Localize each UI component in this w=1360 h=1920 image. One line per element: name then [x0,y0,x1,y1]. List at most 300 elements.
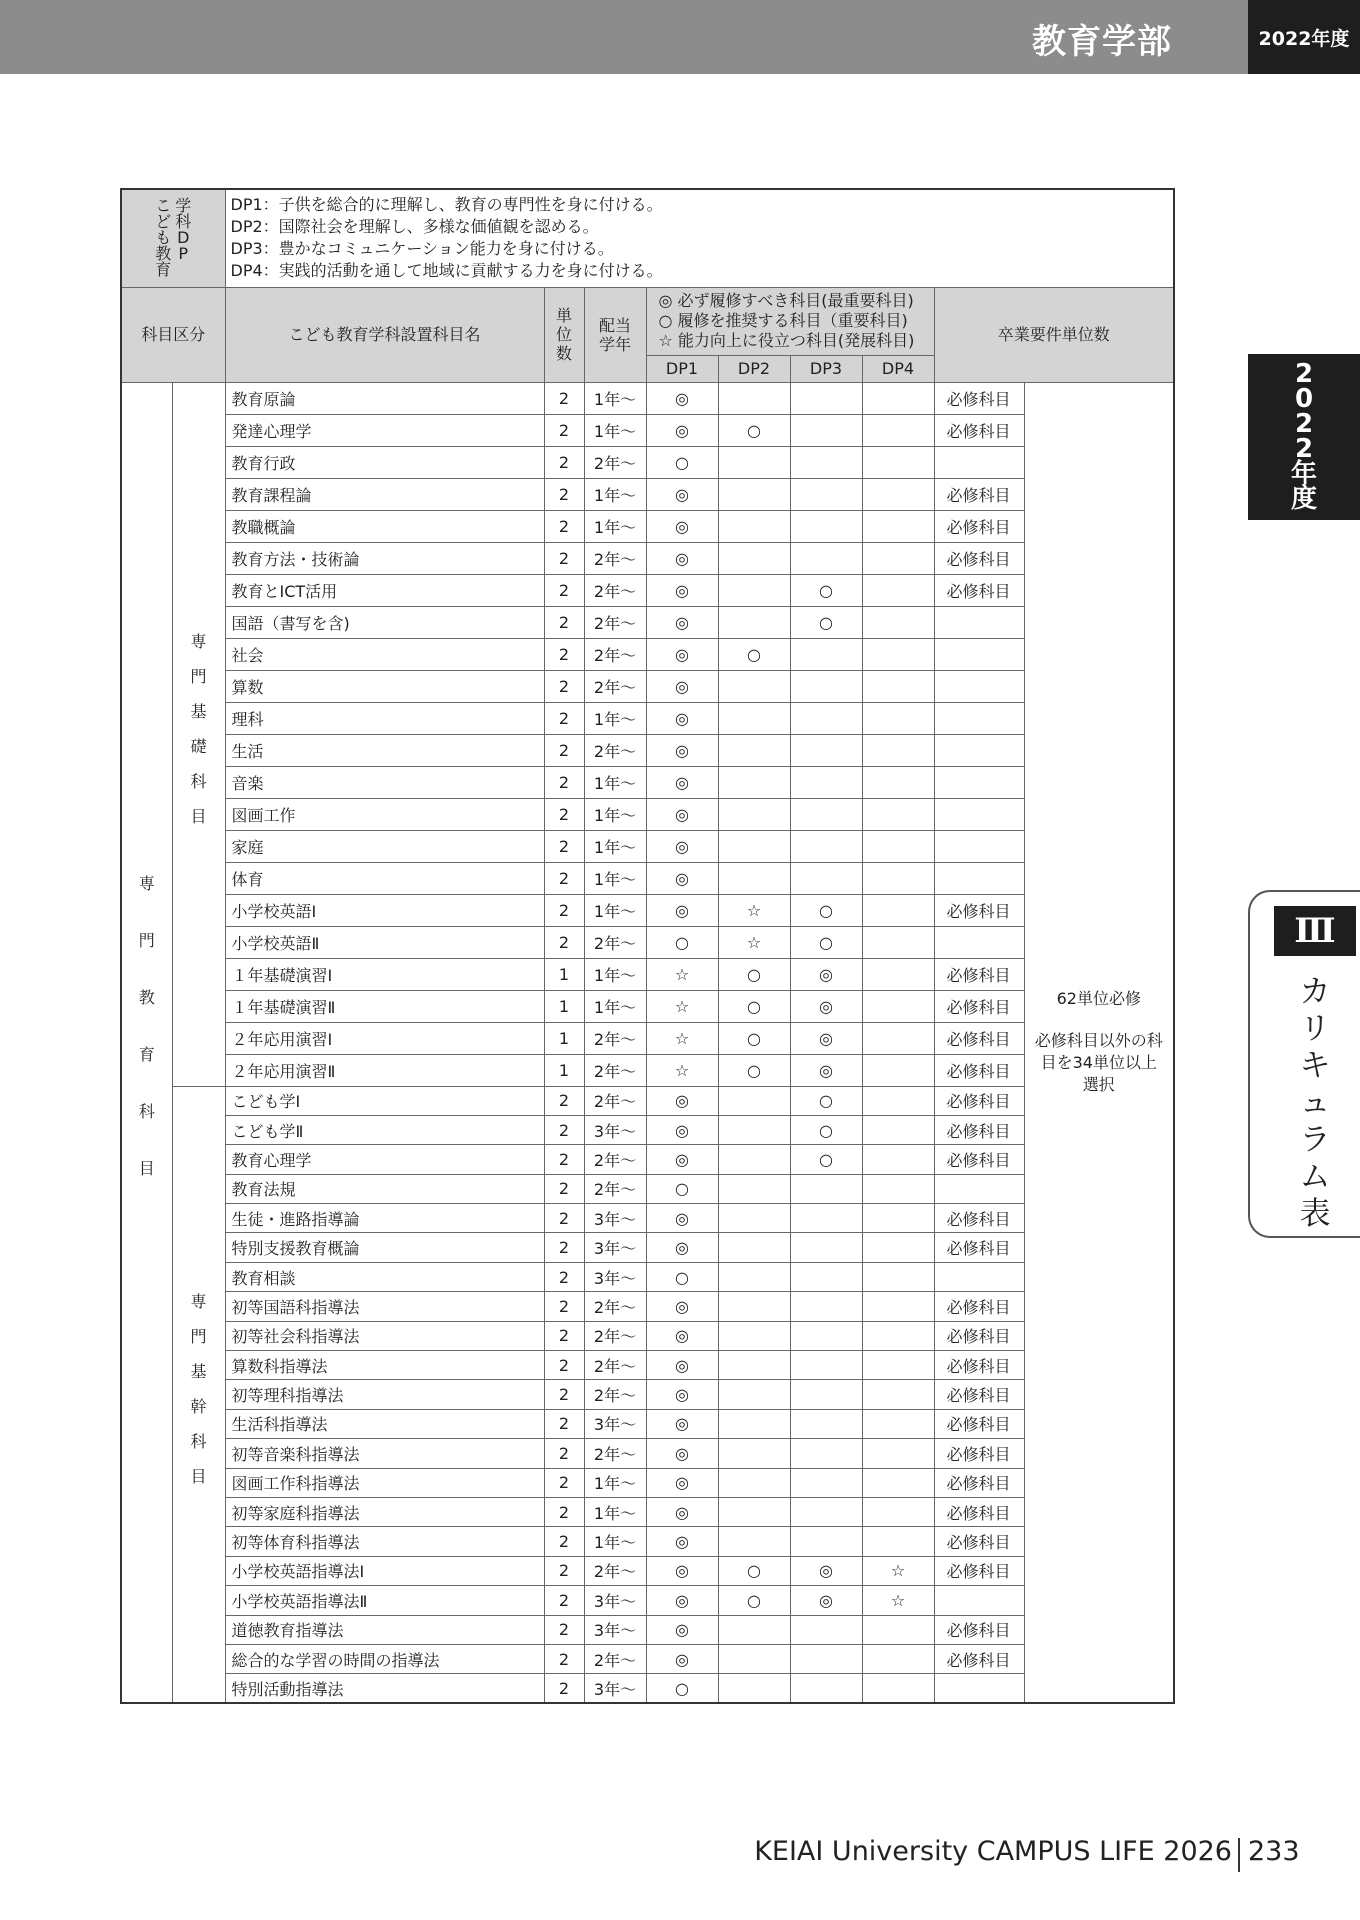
dp2-mark: ○ [718,1586,790,1615]
table-row [121,1380,1174,1409]
dp3-mark [790,830,862,862]
dp1-mark: ◎ [646,1439,718,1468]
dp1-mark: ◎ [646,542,718,574]
required-flag: 必修科目 [934,1644,1024,1673]
header-graduation: 卒業要件単位数 [934,287,1174,382]
dp4-mark [862,606,934,638]
dp3-mark [790,702,862,734]
dp1-mark: ◎ [646,1115,718,1144]
header-dp3: DP3 [790,355,862,382]
required-flag [934,638,1024,670]
dp3-mark [790,734,862,766]
table-row [121,830,1174,862]
dp2-mark [718,1086,790,1115]
credits: 2 [544,798,584,830]
required-flag: 必修科目 [934,1145,1024,1174]
table-row [121,894,1174,926]
dp3-mark: ◎ [790,958,862,990]
dp4-mark [862,542,934,574]
dp4-mark [862,1674,934,1703]
assigned-year: 3年～ [584,1586,646,1615]
group-main-text-char: 科 [138,1102,155,1122]
dp2-mark [718,574,790,606]
dp2-mark: ○ [718,990,790,1022]
dp2-mark: ☆ [718,926,790,958]
group-main-text-char: 専 [138,874,155,894]
dp4-mark [862,1115,934,1144]
required-flag: 必修科目 [934,1497,1024,1526]
dp3-mark [790,510,862,542]
dp2-mark [718,1262,790,1291]
table-row [121,1262,1174,1291]
dp1-mark: ☆ [646,958,718,990]
table-row [121,1292,1174,1321]
credits: 1 [544,990,584,1022]
required-flag [934,798,1024,830]
group-basic-text-char: 礎 [190,737,207,756]
dp1-mark: ◎ [646,766,718,798]
dp4-mark [862,1262,934,1291]
side-tab-chapter[interactable] [1248,890,1360,1238]
dp4-mark [862,702,934,734]
credits: 2 [544,1674,584,1703]
dp1-mark: ☆ [646,1022,718,1054]
dp4-mark [862,1615,934,1644]
dp3-mark [790,1292,862,1321]
table-row [121,638,1174,670]
dp1-mark: ◎ [646,1086,718,1115]
subject-name: 音楽 [225,766,544,798]
required-flag: 必修科目 [934,1615,1024,1644]
dp1-mark: ◎ [646,1233,718,1262]
footer-brand: KEIAI University CAMPUS LIFE 2026 [754,1836,1232,1867]
side-tab-year[interactable] [1248,354,1360,520]
group-core-text-char: 科 [190,1432,207,1452]
credits: 2 [544,1174,584,1203]
dp3-mark [790,382,862,414]
required-flag: 必修科目 [934,1321,1024,1350]
subject-name: 初等音楽科指導法 [225,1439,544,1468]
subject-name: 小学校英語指導法Ⅰ [225,1556,544,1585]
credits: 2 [544,414,584,446]
table-row [121,1321,1174,1350]
dp3-mark [790,1380,862,1409]
required-flag: 必修科目 [934,1527,1024,1556]
credits: 2 [544,1468,584,1497]
group-core-text-char: 目 [190,1467,207,1487]
year-char: 年 [1290,459,1317,489]
assigned-year: 1年～ [584,510,646,542]
dp2-mark [718,542,790,574]
dp4-mark [862,1351,934,1380]
header-subject-name: こども教育学科設置科目名 [225,287,544,382]
dp2-mark [718,446,790,478]
dp1-mark: ○ [646,926,718,958]
credits: 2 [544,446,584,478]
table-row [121,1644,1174,1673]
subject-name: 初等社会科指導法 [225,1321,544,1350]
assigned-year: 2年～ [584,1644,646,1673]
credits: 2 [544,830,584,862]
group-basic-text [190,629,206,839]
dp-label-char: 育 [155,260,172,280]
group-basic-text-char: 基 [190,702,207,721]
table-row [121,1022,1174,1054]
subject-name: 社会 [225,638,544,670]
assigned-year: 1年～ [584,1468,646,1497]
dp4-mark: ☆ [862,1586,934,1615]
dp4-mark [862,1527,934,1556]
dp2-mark [718,1174,790,1203]
dp3-mark: ○ [790,894,862,926]
dp3-mark [790,446,862,478]
assigned-year: 2年～ [584,734,646,766]
dp1-mark: ○ [646,446,718,478]
table-row [121,1204,1174,1233]
credits: 2 [544,1145,584,1174]
dp3-mark [790,1351,862,1380]
subject-name: 図画工作科指導法 [225,1468,544,1497]
credits: 2 [544,638,584,670]
dp1-mark: ◎ [646,414,718,446]
dp4-mark [862,414,934,446]
assigned-year: 1年～ [584,382,646,414]
table-row [121,542,1174,574]
dp4-mark [862,1644,934,1673]
credits: 2 [544,542,584,574]
dp4-mark [862,1380,934,1409]
credits: 2 [544,1409,584,1438]
dp3-mark [790,1409,862,1438]
required-flag: 必修科目 [934,1292,1024,1321]
year-char: 度 [1290,484,1317,514]
header-dp2: DP2 [718,355,790,382]
credits: 1 [544,1022,584,1054]
dp3-mark [790,542,862,574]
subject-name: 教育原論 [225,382,544,414]
required-flag [934,830,1024,862]
required-flag [934,734,1024,766]
required-flag: 必修科目 [934,1233,1024,1262]
table-row [121,1174,1174,1203]
assigned-year: 3年～ [584,1233,646,1262]
group-main-text-char: 教 [138,988,155,1008]
dp2-mark [718,1145,790,1174]
table-row [121,1586,1174,1615]
dp2-mark [718,1292,790,1321]
dp-label-char: も [155,228,172,248]
legend-must: ◎ 必ず履修すべき科目(最重要科目) [658,291,914,310]
dp1-mark: ◎ [646,1615,718,1644]
dp4-mark [862,1054,934,1086]
dp-label-cell [121,189,225,287]
header-credits-text [556,306,572,363]
dp3-mark [790,1674,862,1703]
credits: 2 [544,1204,584,1233]
dp4-mark [862,1468,934,1497]
required-flag: 必修科目 [934,1086,1024,1115]
header-year [584,287,646,382]
dp3-mark: ◎ [790,1586,862,1615]
dp3-mark: ○ [790,1086,862,1115]
subject-name: 教育課程論 [225,478,544,510]
dp3-mark [790,1321,862,1350]
group-basic [172,382,225,1086]
dp3-mark: ◎ [790,990,862,1022]
dp3-mark: ◎ [790,1054,862,1086]
dp2-mark [718,1468,790,1497]
dp4-mark [862,382,934,414]
table-row [121,1615,1174,1644]
group-main-text [139,871,155,1213]
dp1-mark: ◎ [646,382,718,414]
dp-label-char: 学 [175,196,192,216]
subject-name: 生活科指導法 [225,1409,544,1438]
dp2-mark [718,1321,790,1350]
assigned-year: 2年～ [584,542,646,574]
dp3-mark [790,1174,862,1203]
required-flag: 必修科目 [934,510,1024,542]
subject-name: 教育相談 [225,1262,544,1291]
required-flag [934,862,1024,894]
dp-label-char: 教 [155,244,172,264]
required-flag: 必修科目 [934,990,1024,1022]
subject-name: 特別支援教育概論 [225,1233,544,1262]
dp1-mark: ◎ [646,1468,718,1497]
subject-name: 発達心理学 [225,414,544,446]
dp1-mark: ○ [646,1674,718,1703]
required-flag [934,670,1024,702]
dp3-mark [790,478,862,510]
header-credits [544,287,584,382]
subject-name: 生活 [225,734,544,766]
dp2-mark [718,1497,790,1526]
page-footer [0,1836,1360,1876]
table-row [121,862,1174,894]
required-flag [934,446,1024,478]
footer-separator [1238,1838,1240,1872]
chapter-char: 表 [1299,1196,1331,1232]
dp1-mark: ◎ [646,830,718,862]
assigned-year: 1年～ [584,702,646,734]
assigned-year: 2年～ [584,1351,646,1380]
assigned-year: 2年～ [584,1086,646,1115]
subject-name: 初等国語科指導法 [225,1292,544,1321]
dp3-mark [790,1644,862,1673]
table-row [121,1409,1174,1438]
dp2-mark [718,1233,790,1262]
dp1-text: DP1：子供を総合的に理解し、教育の専門性を身に付ける。 [230,195,663,215]
subject-name: 教育法規 [225,1174,544,1203]
required-flag [934,1174,1024,1203]
credits: 2 [544,1615,584,1644]
assigned-year: 2年～ [584,638,646,670]
subject-name: 初等家庭科指導法 [225,1497,544,1526]
table-row [121,414,1174,446]
required-flag: 必修科目 [934,1468,1024,1497]
credits: 2 [544,1292,584,1321]
subject-name: 生徒・進路指導論 [225,1204,544,1233]
credits: 2 [544,1115,584,1144]
dp1-mark: ◎ [646,1351,718,1380]
graduation-requirement [1024,382,1174,1703]
assigned-year: 2年～ [584,1321,646,1350]
required-flag [934,606,1024,638]
credits: 2 [544,574,584,606]
chapter-char: カ [1299,974,1331,1010]
dp2-mark [718,862,790,894]
required-flag [934,1262,1024,1291]
required-flag: 必修科目 [934,1380,1024,1409]
required-flag [934,1586,1024,1615]
subject-name: 総合的な学習の時間の指導法 [225,1644,544,1673]
dp4-mark [862,1086,934,1115]
dp2-mark [718,702,790,734]
dp2-mark: ○ [718,414,790,446]
credits: 2 [544,670,584,702]
dp4-mark [862,1233,934,1262]
dp4-mark [862,478,934,510]
credits: 2 [544,1556,584,1585]
dp3-mark: ○ [790,606,862,638]
assigned-year: 2年～ [584,670,646,702]
chapter-char: ム [1299,1159,1331,1195]
dp3-mark [790,1233,862,1262]
assigned-year: 3年～ [584,1409,646,1438]
subject-name: 小学校英語Ⅱ [225,926,544,958]
subject-name: 家庭 [225,830,544,862]
credits: 2 [544,1586,584,1615]
dp4-mark [862,926,934,958]
credits: 2 [544,606,584,638]
credits: 2 [544,1262,584,1291]
assigned-year: 2年～ [584,1556,646,1585]
dp4-mark [862,1204,934,1233]
table-row [121,1527,1174,1556]
table-row [121,958,1174,990]
assigned-year: 1年～ [584,766,646,798]
header-dp1: DP1 [646,355,718,382]
subject-name: 道徳教育指導法 [225,1615,544,1644]
dp1-mark: ◎ [646,1380,718,1409]
dp2-mark [718,1409,790,1438]
dp3-mark: ◎ [790,1556,862,1585]
assigned-year: 1年～ [584,414,646,446]
dp2-mark [718,1439,790,1468]
dp3-mark [790,1527,862,1556]
header-credits-text-char: 単 [555,306,572,325]
required-flag: 必修科目 [934,382,1024,414]
credits: 2 [544,478,584,510]
year-badge: 2022年度 [1248,0,1360,74]
dp1-mark: ◎ [646,798,718,830]
dp1-mark: ◎ [646,1145,718,1174]
dp2-mark [718,1674,790,1703]
credits: 2 [544,734,584,766]
table-row [121,1556,1174,1585]
assigned-year: 2年～ [584,1439,646,1468]
assigned-year: 1年～ [584,478,646,510]
dp4-mark [862,798,934,830]
dp1-mark: ◎ [646,1321,718,1350]
credits: 2 [544,702,584,734]
dp1-mark: ◎ [646,1292,718,1321]
assigned-year: 1年～ [584,990,646,1022]
required-flag: 必修科目 [934,542,1024,574]
subject-name: 教育とICT活用 [225,574,544,606]
dp4-mark [862,1409,934,1438]
dp-label-char: P [178,244,189,264]
group-core-text-char: 専 [190,1292,207,1312]
table-row [121,990,1174,1022]
header-legend [646,287,934,355]
required-flag: 必修科目 [934,894,1024,926]
table-row [121,1439,1174,1468]
dp3-mark [790,1468,862,1497]
dp3-mark [790,670,862,702]
dp-label-col [175,198,191,262]
year-char: 2 [1294,409,1314,439]
subject-name: １年基礎演習Ⅱ [225,990,544,1022]
dp4-mark [862,990,934,1022]
dp2-mark [718,1615,790,1644]
dp1-mark: ◎ [646,638,718,670]
subject-name: こども学Ⅰ [225,1086,544,1115]
group-main-text-char: 目 [138,1159,155,1179]
year-char: 2 [1294,359,1314,389]
dp-description [225,189,1174,287]
credits: 2 [544,1321,584,1350]
required-flag: 必修科目 [934,478,1024,510]
assigned-year: 2年～ [584,606,646,638]
dp3-mark [790,1497,862,1526]
table-row [121,766,1174,798]
dp4-mark [862,894,934,926]
assigned-year: 2年～ [584,574,646,606]
chapter-char: キ [1299,1048,1331,1084]
dp4-mark [862,1439,934,1468]
dp4-mark [862,670,934,702]
dp1-mark: ◎ [646,510,718,542]
credits: 2 [544,1086,584,1115]
header-category: 科目区分 [121,287,225,382]
dp1-mark: ☆ [646,990,718,1022]
dp1-mark: ◎ [646,702,718,734]
dp4-mark [862,1145,934,1174]
subject-name: 国語（書写を含) [225,606,544,638]
dp2-mark [718,1644,790,1673]
dp1-mark: ◎ [646,1644,718,1673]
dp4-text: DP4：実践的活動を通して地域に貢献する力を身に付ける。 [230,261,663,281]
table-row [121,702,1174,734]
credits: 2 [544,382,584,414]
dp4-mark [862,766,934,798]
dp2-mark [718,1380,790,1409]
table-row [121,1351,1174,1380]
dp3-mark [790,638,862,670]
table-row [121,1497,1174,1526]
year-char: 2 [1294,434,1314,464]
table-row [121,510,1174,542]
dp1-mark: ◎ [646,606,718,638]
assigned-year: 3年～ [584,1615,646,1644]
assigned-year: 1年～ [584,1497,646,1526]
table-row [121,382,1174,414]
page-number: 233 [1248,1836,1300,1867]
credits: 2 [544,1351,584,1380]
required-flag: 必修科目 [934,414,1024,446]
dp2-mark [718,1204,790,1233]
